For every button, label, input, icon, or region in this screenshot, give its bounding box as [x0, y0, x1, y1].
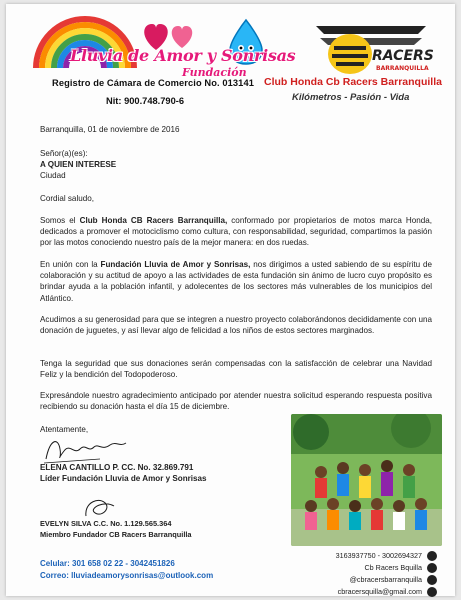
paragraph-4: Tenga la seguridad que sus donaciones serán compensadas con la satisfacción de celebrar una Navidad Feliz y la bendición del Todopoderoso.: [40, 359, 432, 380]
paragraph-3: Acudimos a su generosidad para que se integren a nuestro proyecto colaborándonos decididamente con una donación de juguetes, y así llevar algo de felicidad a los niños de estos sectores marginados.: [40, 315, 432, 336]
recipient: A QUIEN INTERESE: [40, 160, 117, 169]
nit-number: Nit: 900.748.790-6: [106, 96, 185, 106]
foundation-phone: Celular: 301 658 02 22 - 3042451826: [40, 559, 175, 568]
email-icon: [427, 587, 437, 597]
club-name-inline: Club Honda CB Racers Barranquilla,: [79, 216, 228, 225]
svg-text:BARRANQUILLA: BARRANQUILLA: [376, 65, 429, 72]
foundation-name-inline: Fundación Lluvia de Amor y Sonrisas,: [100, 260, 251, 269]
letter-page: [6, 4, 455, 596]
club-instagram: @cbracersbarranquilla: [349, 575, 422, 584]
club-name: Club Honda Cb Racers Barranquilla: [264, 76, 442, 88]
whatsapp-icon: [427, 551, 437, 561]
paragraph-1: Somos el Club Honda CB Racers Barranquilla, conformado por propietarios de motos marca Honda, dedicados a promover el motociclismo como cultura, con responsabilidad, seguridad, compartimos la pasión por las motos conociendo nuestro país de la mejor manera: en dos ruedas.: [40, 216, 432, 248]
salutation-label: Señor(a)(es):: [40, 149, 88, 158]
facebook-icon: [427, 563, 437, 573]
signer-2-name: EVELYN SILVA C.C. No. 1.129.565.364: [40, 519, 172, 528]
signer-2-role: Miembro Fundador CB Racers Barranquilla: [40, 530, 192, 539]
signer-1-role: Líder Fundación Lluvia de Amor y Sonrisas: [40, 474, 207, 483]
foundation-name: Lluvia de Amor y Sonrisas: [70, 46, 296, 65]
paragraph-2: En unión con la Fundación Lluvia de Amor y Sonrisas, nos dirigimos a usted sabiendo de su espíritu de colaboración y su actitud de apoyo a las actividades de esta fundación sin ánimo de lucro cuyo propósito es brindar ayuda a la población infantil, y adolecentes de los sectores más vulnerables de los municipios del Atlántico.: [40, 260, 432, 303]
foundation-logo: [30, 14, 296, 84]
paragraph-5: Expresándole nuestro agradecimiento anticipado por atender nuestra solicitud esperando respuesta positiva recibiendo su donación hasta el día 15 de diciembre.: [40, 391, 432, 412]
club-phones: 3163937750 - 3002694327: [335, 551, 422, 560]
club-email[interactable]: cbracersquilla@gmail.com: [337, 587, 422, 596]
club-motto: Kilómetros - Pasión - Vida: [292, 92, 410, 103]
city: Ciudad: [40, 171, 66, 180]
foundation-label: Fundación: [182, 66, 247, 79]
instagram-icon: [427, 575, 437, 585]
signer-1-name: ELENA CANTILLO P. CC. No. 32.869.791: [40, 463, 194, 472]
closing: Atentamente,: [40, 425, 89, 434]
club-racers-logo: [306, 18, 436, 78]
children-group-photo: [291, 414, 442, 546]
greeting: Cordial saludo,: [40, 194, 94, 203]
letter-date: Barranquilla, 01 de noviembre de 2016: [40, 125, 180, 134]
registry-number: Registro de Cámara de Comercio No. 013141: [52, 78, 254, 88]
foundation-email[interactable]: Correo: lluviadeamorysonrisas@outlook.com: [40, 571, 214, 580]
club-facebook: Cb Racers Bquilla: [364, 563, 422, 572]
svg-text:RACERS: RACERS: [372, 48, 434, 64]
